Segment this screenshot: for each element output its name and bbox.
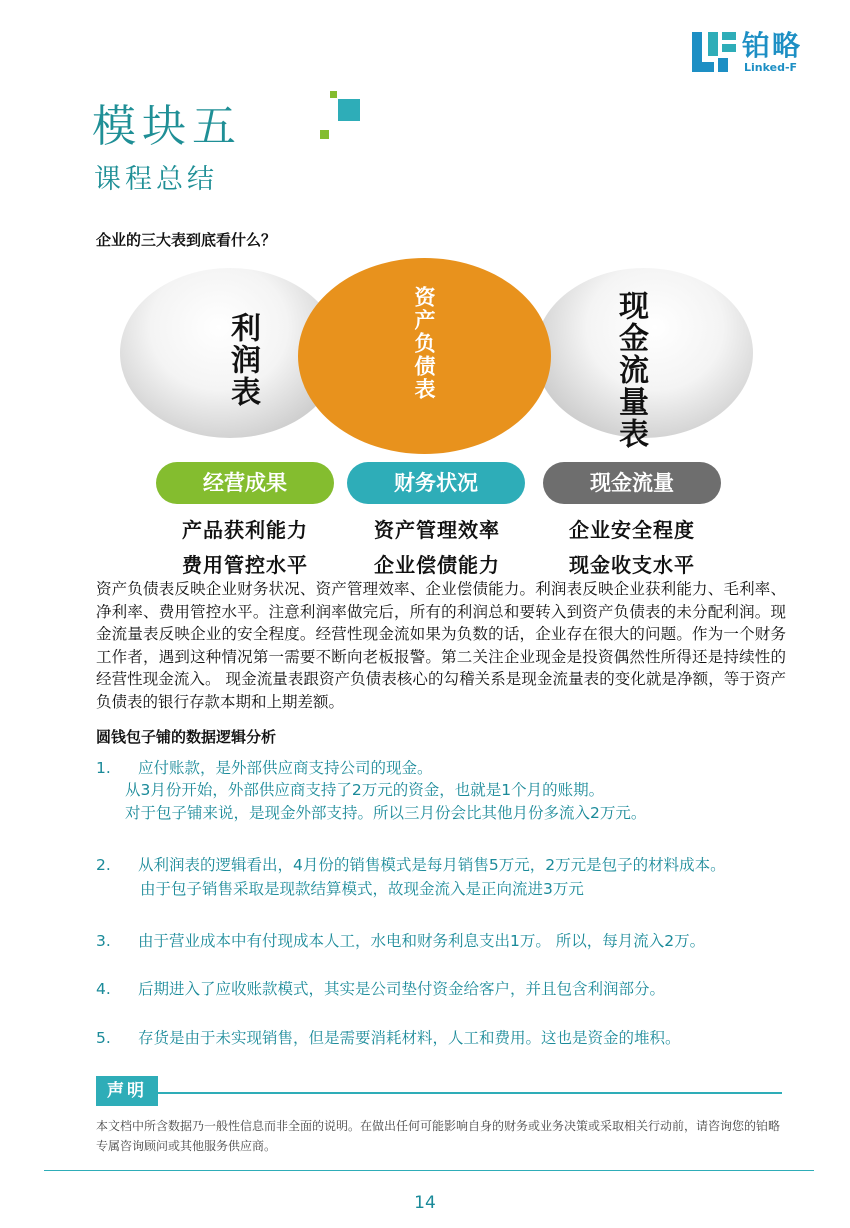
decoration-square-icon: [320, 130, 329, 139]
brand-logo: [692, 30, 812, 74]
section-heading: 圆钱包子铺的数据逻辑分析: [96, 728, 277, 746]
list-number: 1.: [96, 759, 111, 777]
financial-position-pill: 财务状况: [347, 462, 525, 504]
list-number: 2.: [96, 856, 111, 874]
metric-label: 企业偿债能力: [374, 553, 500, 577]
operating-results-pill: 经营成果: [156, 462, 334, 504]
list-text: 由于包子销售采取是现款结算模式，故现金流入是正向流进3万元: [140, 880, 584, 898]
metric-label: 企业安全程度: [569, 518, 695, 542]
list-text: 对于包子铺来说，是现金外部支持。所以三月份会比其他月份多流入2万元。: [125, 804, 647, 822]
disclaimer-text: 本文档中所含数据乃一般性信息而非全面的说明。在做出任何可能影响自身的财务或业务决策或采取相关行动前，请咨询您的铂略专属咨询顾问或其他服务供应商。: [96, 1119, 781, 1153]
metric-label: 费用管控水平: [182, 553, 308, 577]
income-statement-label: 利润表: [225, 312, 260, 408]
brand-name-cn: 铂略: [742, 29, 803, 62]
summary-paragraph: 资产负债表反映企业财务状况、资产管理效率、企业偿债能力。利润表反映企业获利能力、毛利率、净利率、费用管控水平。注意利润率做完后，所有的利润总和要转入到资产负债表的未分配利润。现金流量表反映企业的安全程度。经营性现金流如果为负数的话，企业存在很大的问题。作为一个财务工作者，遇到这种情况第一需要不断向老板报警。第二关注企业现金是投资偶然性所得还是持续性的经营性现金流入。 现金流量表跟资产负债表核心的勾稽关系是现金流量表的变化就是净额，等于资产负债表的银行存款本期和上期差额。: [96, 580, 786, 711]
list-text: 从3月份开始，外部供应商支持了2万元的资金，也就是1个月的账期。: [125, 781, 605, 799]
footer-divider: [44, 1170, 814, 1171]
module-subtitle: 课程总结: [94, 164, 218, 195]
cash-flow-pill: 现金流量: [543, 462, 721, 504]
list-text: 从利润表的逻辑看出，4月份的销售模式是每月销售5万元，2万元是包子的材料成本。: [138, 856, 726, 874]
list-text: 由于营业成本中有付现成本人工，水电和财务利息支出1万。 所以，每月流入2万。: [138, 932, 706, 950]
cashflow-statement-label: 现金流量表: [613, 290, 648, 450]
list-number: 4.: [96, 980, 111, 998]
list-number: 5.: [96, 1029, 111, 1047]
brand-mark-icon: [692, 32, 736, 72]
module-title: 模块五: [92, 101, 242, 152]
metric-label: 资产管理效率: [374, 518, 500, 542]
list-text: 存货是由于未实现销售，但是需要消耗材料，人工和费用。这也是资金的堆积。: [138, 1029, 681, 1047]
decoration-square-icon: [330, 91, 337, 98]
divider: [158, 1092, 782, 1094]
brand-name-en: Linked-F: [744, 61, 798, 74]
list-text: 应付账款，是外部供应商支持公司的现金。: [138, 759, 433, 777]
disclaimer-label: 声明: [96, 1076, 158, 1106]
section-heading: 企业的三大表到底看什么？: [96, 231, 277, 249]
balance-sheet-label: 资产负债表: [412, 286, 436, 401]
page-number: 14: [414, 1193, 436, 1213]
metric-label: 现金收支水平: [569, 553, 695, 577]
list-number: 3.: [96, 932, 111, 950]
decoration-square-icon: [338, 99, 360, 121]
list-text: 后期进入了应收账款模式，其实是公司垫付资金给客户，并且包含利润部分。: [138, 980, 666, 998]
metric-label: 产品获利能力: [182, 518, 308, 542]
